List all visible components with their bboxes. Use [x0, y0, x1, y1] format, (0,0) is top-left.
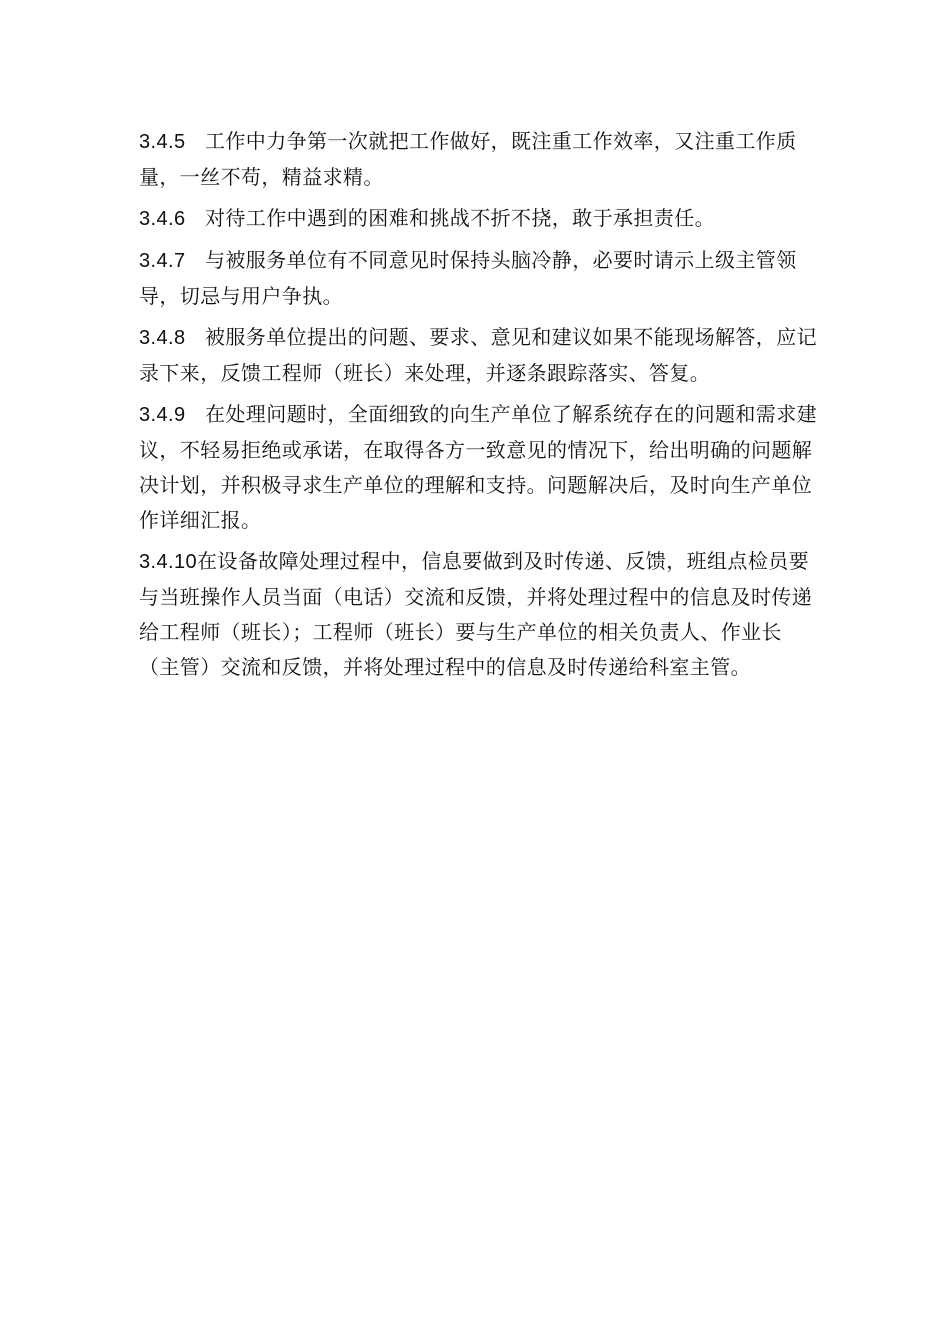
paragraph-number: 3.4.5 — [139, 131, 186, 153]
paragraph-text: 在设备故障处理过程中，信息要做到及时传递、反馈，班组点检员要与当班操作人员当面（电话）交流和反馈，并将处理过程中的信息及时传递给工程师（班长）；工程师（班长）要与生产单位的相关负责人、作业长（主管）交流和反馈，并将处理过程中的信息及时传递给科室主管。 — [139, 549, 813, 679]
paragraph-text: 对待工作中遇到的困难和挑战不折不挠，敢于承担责任。 — [205, 206, 715, 230]
paragraph-3-4-10 — [139, 544, 819, 685]
paragraph-number: 3.4.10 — [139, 551, 198, 573]
paragraph-text: 与被服务单位有不同意见时保持头脑冷静，必要时请示上级主管领导，切忌与用户争执。 — [139, 248, 797, 308]
paragraph-number: 3.4.6 — [139, 208, 186, 230]
paragraph-3-4-7 — [139, 243, 819, 314]
paragraph-3-4-9 — [139, 397, 819, 538]
document-body — [139, 124, 819, 691]
paragraph-text: 被服务单位提出的问题、要求、意见和建议如果不能现场解答，应记录下来，反馈工程师（班长）来处理，并逐条跟踪落实、答复。 — [139, 325, 817, 385]
paragraph-3-4-5 — [139, 124, 819, 195]
paragraph-number: 3.4.7 — [139, 250, 186, 272]
paragraph-number: 3.4.8 — [139, 327, 186, 349]
paragraph-text: 在处理问题时，全面细致的向生产单位了解系统存在的问题和需求建议，不轻易拒绝或承诺，在取得各方一致意见的情况下，给出明确的问题解决计划，并积极寻求生产单位的理解和支持。问题解决后，及时向生产单位作详细汇报。 — [139, 402, 817, 532]
paragraph-3-4-8 — [139, 320, 819, 391]
paragraph-number: 3.4.9 — [139, 404, 186, 426]
paragraph-text: 工作中力争第一次就把工作做好，既注重工作效率，又注重工作质量，一丝不苟，精益求精。 — [139, 129, 797, 189]
paragraph-3-4-6 — [139, 201, 819, 237]
